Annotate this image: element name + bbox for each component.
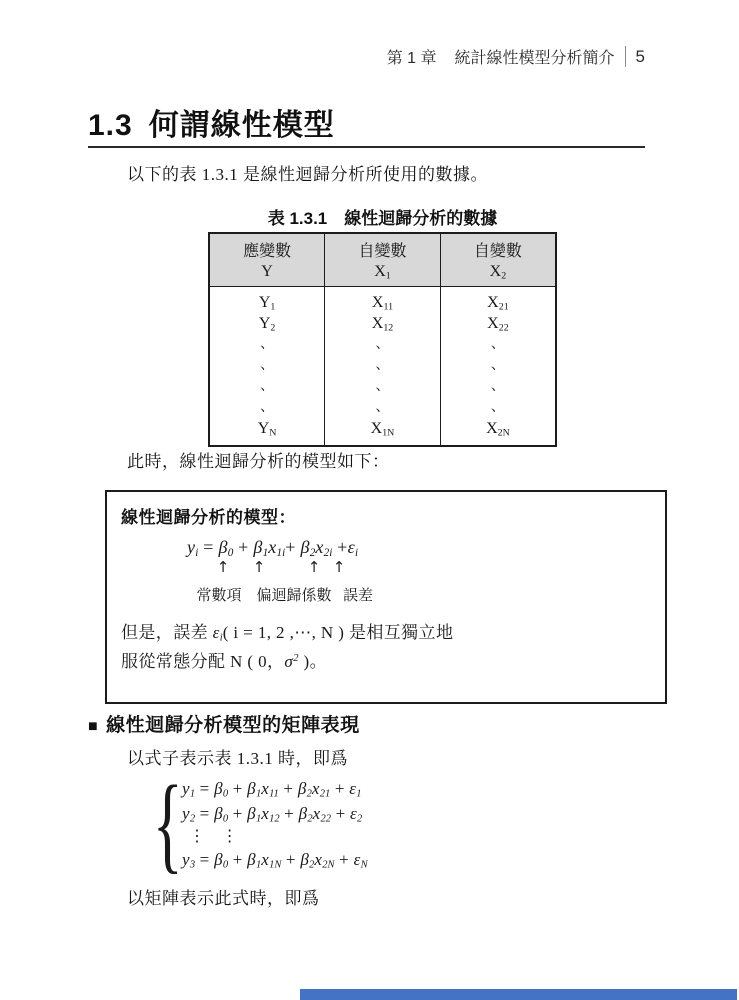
table-header-row (209, 233, 556, 287)
chapter-label: 第 1 章 (386, 50, 437, 67)
section-title: 何謂線性模型 (148, 109, 335, 142)
model-note-line2: 服從常態分配 N ( 0，$\sigma^2$ )。 (121, 652, 327, 671)
table-cell: 、 (260, 337, 275, 352)
table-cell: 、 (260, 379, 275, 394)
table-cell: 、 (260, 400, 275, 415)
column-label: 自變數 (473, 243, 522, 260)
equation-lines (182, 776, 368, 872)
table-row (209, 397, 556, 418)
table-row (209, 376, 556, 397)
model-intro-paragraph: 此時，線性迴歸分析的模型如下： (127, 452, 390, 471)
heading-rule (88, 146, 645, 148)
column-label: 自變數 (358, 243, 407, 260)
table-cell: $Y_1$ (258, 294, 276, 313)
table-header-cell (209, 233, 325, 287)
section-number: 1.3 (88, 109, 133, 142)
table-cell: $X_{1N}$ (325, 418, 441, 446)
table-cell: $X_{12}$ (325, 313, 441, 334)
equation-line-1: $y_1 = \beta_0 + \beta_1x_{11} + \beta_2x_{21} + \varepsilon_1$ (182, 779, 362, 800)
formula-intro-paragraph: 以式子表示表 1.3.1 時，即爲 (127, 749, 348, 768)
section-heading (88, 100, 645, 144)
table-caption: 表 1.3.1 線性迴歸分析的數據 (267, 209, 498, 228)
table-cell: 、 (325, 334, 441, 355)
table-cell: $Y_2$ (258, 315, 276, 334)
table-cell: $X_{21}$ (440, 287, 556, 314)
up-arrow-icon: ↑ (307, 558, 321, 576)
chapter-title: 統計線性模型分析簡介 (454, 50, 615, 67)
table-cell: 、 (325, 397, 441, 418)
table-row (209, 287, 556, 314)
equation-annotations (121, 558, 651, 616)
table-cell: $X_{2N}$ (440, 418, 556, 446)
column-symbol: $X_2$ (489, 263, 507, 282)
equation-ellipsis-line: ⋮ ⋮ (189, 828, 238, 845)
page-number: 5 (635, 46, 645, 66)
subsection-title: 線性迴歸分析模型的矩陣表現 (106, 715, 360, 736)
table-row (209, 355, 556, 376)
table-cell: 、 (325, 355, 441, 376)
data-table-body (209, 287, 556, 447)
up-arrow-icon: ↑ (252, 558, 266, 576)
matrix-intro-paragraph: 以矩陣表示此式時，即爲 (127, 889, 320, 908)
table-row (209, 334, 556, 355)
model-box-title: 線性迴歸分析的模型： (121, 508, 296, 527)
up-arrow-icon: ↑ (216, 558, 230, 576)
table-cell: $X_{22}$ (440, 313, 556, 334)
table-cell: 、 (260, 358, 275, 373)
table-cell: 、 (325, 376, 441, 397)
annotation-partial-coefficients: 偏迴歸係數 (256, 587, 332, 604)
equation-line-2: $y_2 = \beta_0 + \beta_1x_{12} + \beta_2x_{22} + \varepsilon_2$ (182, 804, 363, 825)
up-arrow-icon: ↑ (332, 558, 346, 576)
table-cell: $X_{11}$ (325, 287, 441, 314)
table-header-cell (440, 233, 556, 287)
model-equation: $y_i = \beta_0 + \beta_1x_{1i}+ \beta_2x_{2i} +\varepsilon_i$ (187, 537, 359, 559)
equation-line-n: $y_3 = \beta_0 + \beta_1x_{1N} + \beta_2x_{2N} + \varepsilon_N$ (182, 850, 368, 871)
column-label: 應變數 (243, 243, 292, 260)
table-row (209, 313, 556, 334)
running-header (0, 45, 645, 68)
subsection-heading (88, 710, 360, 737)
data-table (208, 232, 557, 447)
table-cell: $Y_N$ (257, 420, 277, 439)
table-header-cell (325, 233, 441, 287)
table-cell: 、 (440, 376, 556, 397)
table-row (209, 418, 556, 446)
model-box (105, 490, 667, 704)
table-cell: 、 (440, 355, 556, 376)
column-symbol: Y (261, 263, 273, 280)
square-bullet-icon: ■ (88, 718, 99, 735)
intro-paragraph: 以下的表 1.3.1 是線性迴歸分析所使用的數據。 (127, 165, 488, 184)
curly-brace: { (152, 763, 183, 884)
footer-accent-bar (300, 989, 737, 1000)
header-divider (625, 46, 626, 67)
table-cell: 、 (440, 397, 556, 418)
model-note-line1: 但是，誤差 $\varepsilon_i$( i = 1, 2 ,⋯, N ) 是相互獨立地 (121, 623, 454, 644)
table-cell: 、 (440, 334, 556, 355)
equation-system (146, 763, 368, 884)
column-symbol: $X_1$ (374, 263, 391, 282)
annotation-constant-term: 常數項 (196, 587, 242, 604)
data-table-head (209, 233, 556, 287)
annotation-error: 誤差 (342, 587, 374, 604)
